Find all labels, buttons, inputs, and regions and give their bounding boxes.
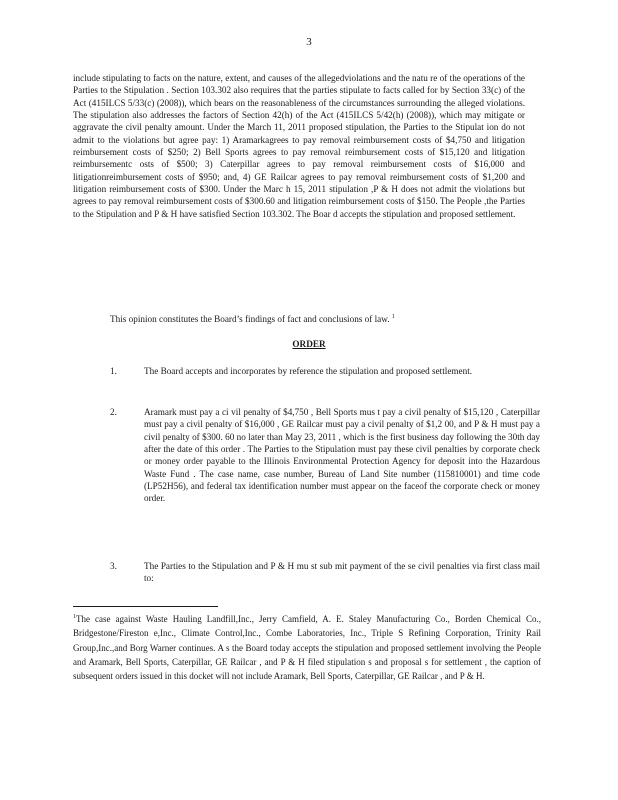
body-paragraph: include stipulating to facts on the nature, extent, and causes of the allegedviolations and the natu re of the operations of the Parties to the Stipulation . Section 103.302 also requires that the parties stipulate to facts called for by Section 33(c) of the Act (415ILCS 5/33(c) (2008)), which bears on the reasonableness of the circumstances surrounding the alleged violations. The stipulation also addresses the factors of Section 42(h) of the Act (415ILCS 5/42(h) (2008)), which may mitigate or aggravate the civil penalty amount. Under the March 11, 2011 proposed stipulation, the Parties to the Stipulat ion do not admit to the violations but agree pay: 1) Aramarkagrees to pay removal reimbursement costs of $4,750 and litigation reimbursement costs of $250; 2) Bell Sports agrees to pay removal reimbursement costs of $15,120 and litigation reimbursementc osts of $500; 3) Caterpillar agrees to pay removal reimbursement costs of $16,000 and litigationreimbursement costs of $950; and, 4) GE Railcar agrees to pay removal reimbursement costs of $1,200 and litigation reimbursement costs of $300. Under the Marc h 15, 2011 stipulation ,P & H does not admit the violations but agrees to pay removal reimbursement costs of $300.60 and litigation reimbursement costs of $150. The People ,the Parties to the Stipulation and P & H have satisfied Section 103.302. The Boar d accepts the stipulation and proposed settlement. xyxy=(73,73,525,219)
order-item-text: The Parties to the Stipulation and P & H mu st sub mit payment of the se civil penalties via first class mail to: xyxy=(144,561,540,584)
order-item-number: 3. xyxy=(110,561,117,571)
opinion-statement-text: This opinion constitutes the Board’s findings of fact and conclusions of law. xyxy=(110,314,390,324)
footnote-reference: 1 xyxy=(391,313,395,320)
order-item-number: 1. xyxy=(110,366,117,376)
order-item-text: Aramark must pay a ci vil penalty of $4,750 , Bell Sports mus t pay a civil penalty of $15,120 , Caterpillar must pay a civil penalty of $16,000 , GE Railcar must pay a civil penalty of $1,2 00, and P & H must pay a civil penalty of $300. 60 no later than May 23, 2011 , which is the first business day following the 30th day after the date of this order . The Parties to the Stipulation must pay these civil penalties by corporate check or money order payable to the Illinois Environmental Protection Agency for deposit into the Hazardous Waste Fund . The case name, case number, Bureau of Land Site number (115810001) and time code (LP52H56), and federal tax identification number must appear on the faceof the corporate check or money order. xyxy=(144,407,540,504)
order-heading: ORDER xyxy=(292,339,326,349)
footnote xyxy=(73,612,541,683)
opinion-statement xyxy=(110,313,395,325)
order-item-number: 2. xyxy=(110,407,117,417)
page-number: 3 xyxy=(306,36,312,48)
footnote-marker: 1 xyxy=(73,614,76,620)
footnote-divider xyxy=(73,606,218,607)
footnote-text: The case against Waste Hauling Landfill,Inc., Jerry Camfield, A. E. Staley Manufacturing Co., Borden Chemical Co., Bridgestone/Fireston e,Inc., Climate Control,Inc., Combe Laboratories, Inc., Triple S Refining Corporation, Trinity Rail Group,Inc.,and Borg Warner continues. A s the Board today accepts the stipulation and proposed settlement involving the People and Aramark, Bell Sports, Caterpillar, GE Railcar , and P & H filed stipulation s and proposal s for settlement , the caption of subsequent orders issued in this docket will not include Aramark, Bell Sports, Caterpillar, GE Railcar , and P & H. xyxy=(73,614,541,682)
order-item-text: The Board accepts and incorporates by reference the stipulation and proposed settlement. xyxy=(144,366,473,376)
